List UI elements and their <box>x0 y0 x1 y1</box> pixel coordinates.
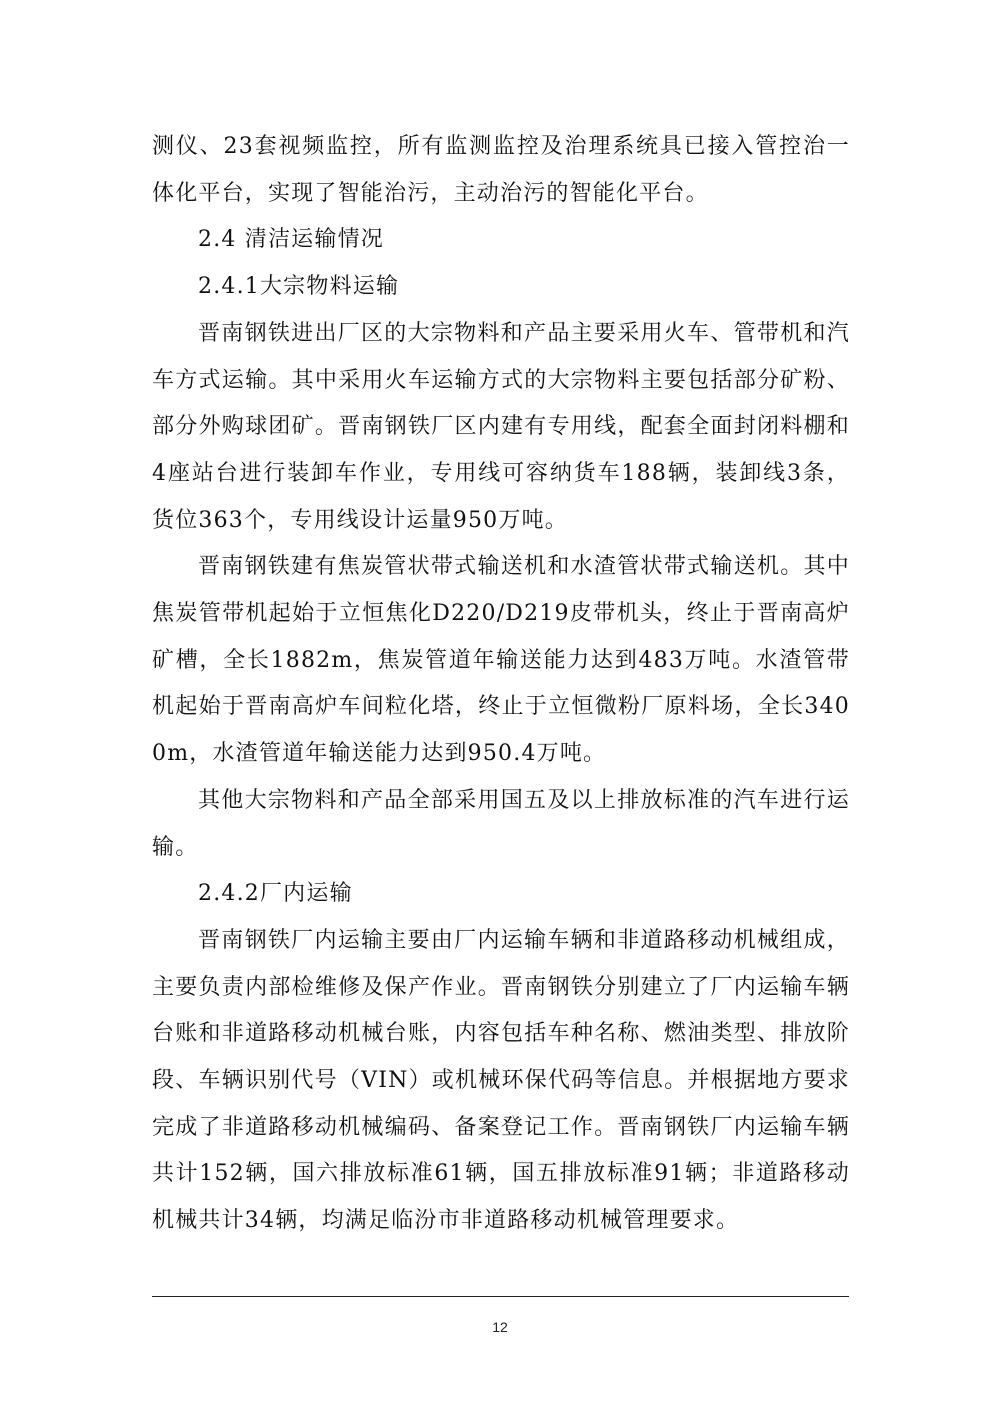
subsection-heading-2-4-2: 2.4.2厂内运输 <box>198 881 353 907</box>
paragraph-pipe-conveyor: 晋南钢铁建有焦炭管状带式输送机和水渣管状带式输送机。其中焦炭管带机起始于立恒焦化D220/D219皮带机头，终止于晋南高炉矿槽，全长1882m，焦炭管道年输送能力达到483万吨。水渣管带机起始于晋南高炉车间粒化塔，终止于立恒微粉厂原料场，全长3400m，水渣管道年输送能力达到950.4万吨。 <box>152 554 850 767</box>
section-heading-2-4: 2.4 清洁运输情况 <box>198 227 384 253</box>
paragraph-bulk-transport: 晋南钢铁进出厂区的大宗物料和产品主要采用火车、管带机和汽车方式运输。其中采用火车运输方式的大宗物料主要包括部分矿粉、部分外购球团矿。晋南钢铁厂区内建有专用线，配套全面封闭料棚和4座站台进行装卸车作业，专用线可容纳货车188辆，装卸线3条，货位363个，专用线设计运量950万吨。 <box>152 320 850 533</box>
paragraph-continuation: 测仪、23套视频监控，所有监测监控及治理系统具已接入管控治一体化平台，实现了智能治污，主动治污的智能化平台。 <box>152 134 850 206</box>
footer-divider <box>152 1296 849 1297</box>
page-number: 12 <box>492 1319 508 1335</box>
paragraph-in-plant-transport: 晋南钢铁厂内运输主要由厂内运输车辆和非道路移动机械组成，主要负责内部检维修及保产作业。晋南钢铁分别建立了厂内运输车辆台账和非道路移动机械台账，内容包括车种名称、燃油类型、排放阶段、车辆识别代号（VIN）或机械环保代码等信息。并根据地方要求完成了非道路移动机械编码、备案登记工作。晋南钢铁厂内运输车辆共计152辆，国六排放标准61辆，国五排放标准91辆；非道路移动机械共计34辆，均满足临汾市非道路移动机械管理要求。 <box>152 927 850 1234</box>
subsection-heading-2-4-1: 2.4.1大宗物料运输 <box>198 274 400 300</box>
paragraph-truck-transport: 其他大宗物料和产品全部采用国五及以上排放标准的汽车进行运输。 <box>152 787 850 860</box>
body-text <box>152 124 850 1245</box>
